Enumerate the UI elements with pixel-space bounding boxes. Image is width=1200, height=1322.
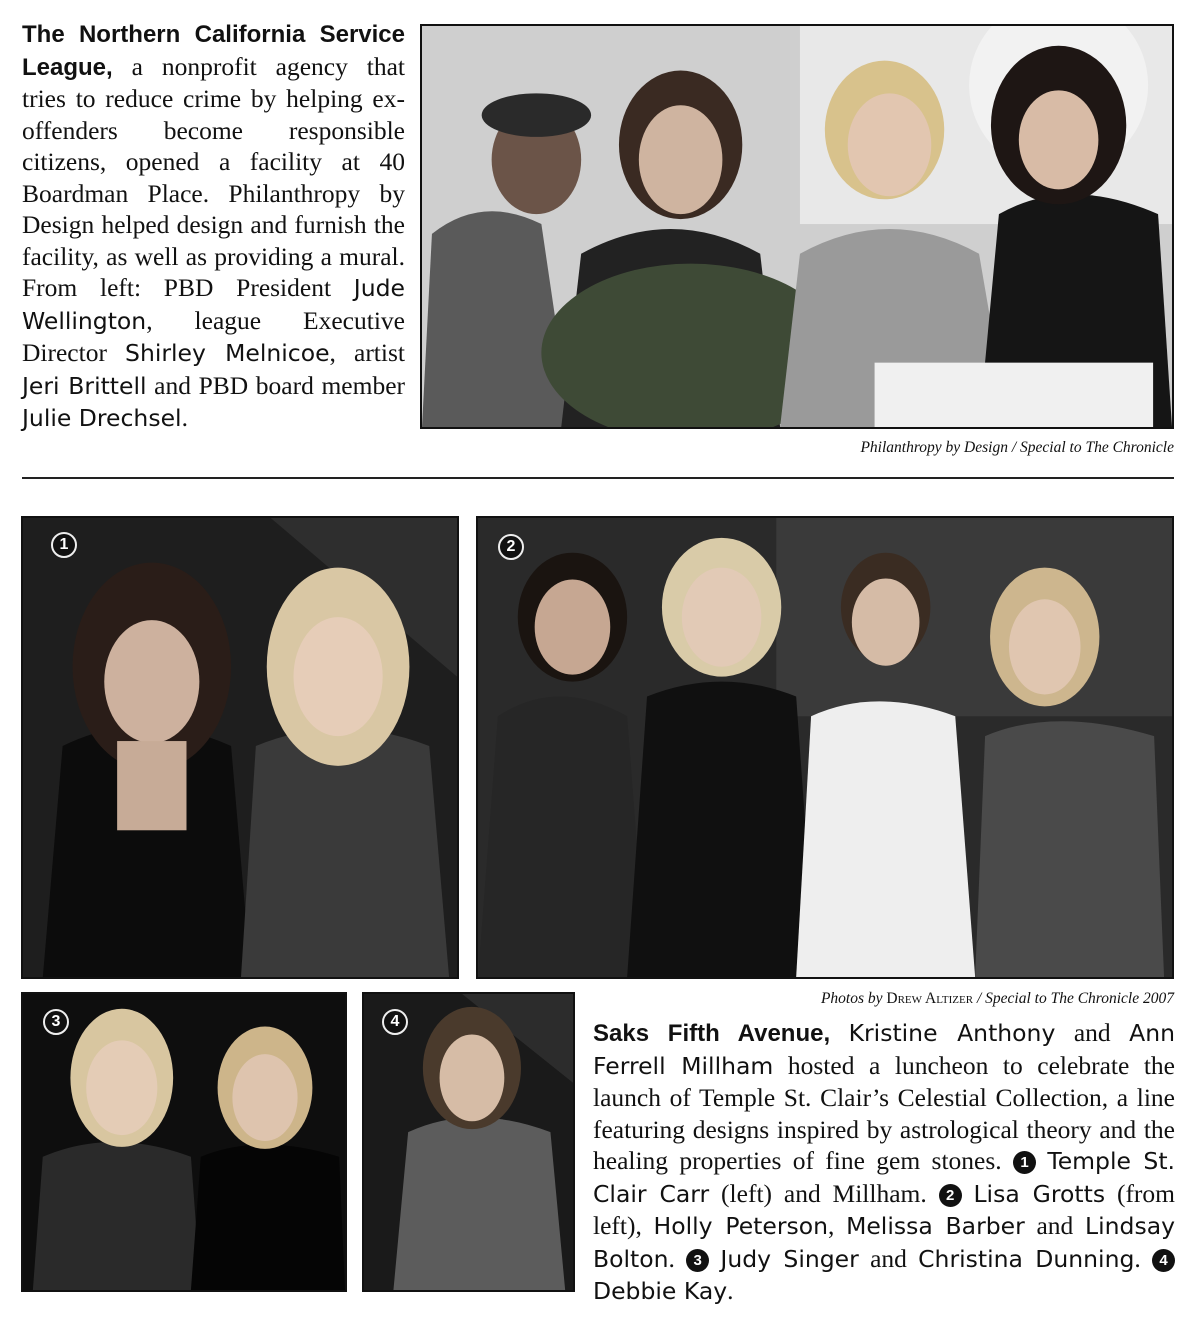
- person-name: Shirley Melnicoe: [125, 339, 330, 367]
- person-name: Kristine Anthony: [848, 1019, 1056, 1047]
- person-name: Holly Peterson: [653, 1212, 828, 1240]
- person-name: Ann Ferrell Millham: [593, 1019, 1175, 1080]
- photo-number-badge: 4: [382, 1009, 408, 1035]
- photo-number-badge: 1: [51, 532, 77, 558]
- photo-number-badge: 3: [43, 1009, 69, 1035]
- person-name: Judy Singer: [720, 1244, 859, 1273]
- person-name: Julie Drechsel: [22, 404, 182, 432]
- person-name: Christina Dunning: [918, 1244, 1135, 1273]
- person-name: Lisa Grotts: [973, 1179, 1106, 1208]
- person-name: Jeri Brittell: [22, 371, 147, 400]
- story2-caption: Saks Fifth Avenue, Kristine Anthony and Ann Ferrell Millham hosted a luncheon to celebrate the launch of Temple St. Clair’s Celestial Collection, a line featuring designs inspired by astrological theory and the healing properties of fine gem stones. 1 Temple St. Clair Carr (left) and Millham. 2 Lisa Grotts (from left), Holly Peterson, Melissa Barber and Lindsay Bolton. 3 Judy Singer and Christina Dunning. 4 Debbie Kay.: [593, 1018, 1176, 1305]
- story1-caption: The Northern California Service League, a nonprofit agency that tries to reduce crime by helping ex-offenders become responsible citizens, opened a facility at 40 Boardman Place. Philanthropy by Design helped design and furnish the facility, as well as providing a mural. From left: PBD President Jude Wellington, league Executive Director Shirley Melnicoe, artist Jeri Brittell and PBD board member Julie Drechsel.: [22, 21, 406, 432]
- number-marker: 4: [1152, 1249, 1175, 1272]
- person-name: Lindsay Bolton: [593, 1212, 1175, 1273]
- person-name: Melissa Barber: [846, 1212, 1025, 1240]
- photo-number-badge: 2: [498, 534, 524, 560]
- person-name: Debbie Kay: [593, 1277, 728, 1305]
- number-marker: 3: [686, 1249, 709, 1272]
- person-name: Temple St. Clair Carr: [593, 1147, 1175, 1208]
- photo-2: [476, 516, 1174, 979]
- story1-lead: The Northern California Service League,: [22, 21, 405, 81]
- photo-credit: Photos by Drew Altizer / Special to The Chronicle 2007: [820, 990, 1174, 1007]
- photo-1: [21, 516, 459, 979]
- number-marker: 1: [1013, 1151, 1036, 1174]
- group-photo-service-league: [420, 24, 1174, 429]
- photo-4: [362, 992, 575, 1292]
- number-marker: 2: [939, 1184, 962, 1207]
- photo-credit: Philanthropy by Design / Special to The Chronicle: [860, 439, 1174, 456]
- person-name: Jude Wellington: [22, 274, 405, 335]
- story2-lead: Saks Fifth Avenue,: [593, 1020, 831, 1047]
- section-divider: [22, 477, 1174, 479]
- photo-3: [21, 992, 347, 1292]
